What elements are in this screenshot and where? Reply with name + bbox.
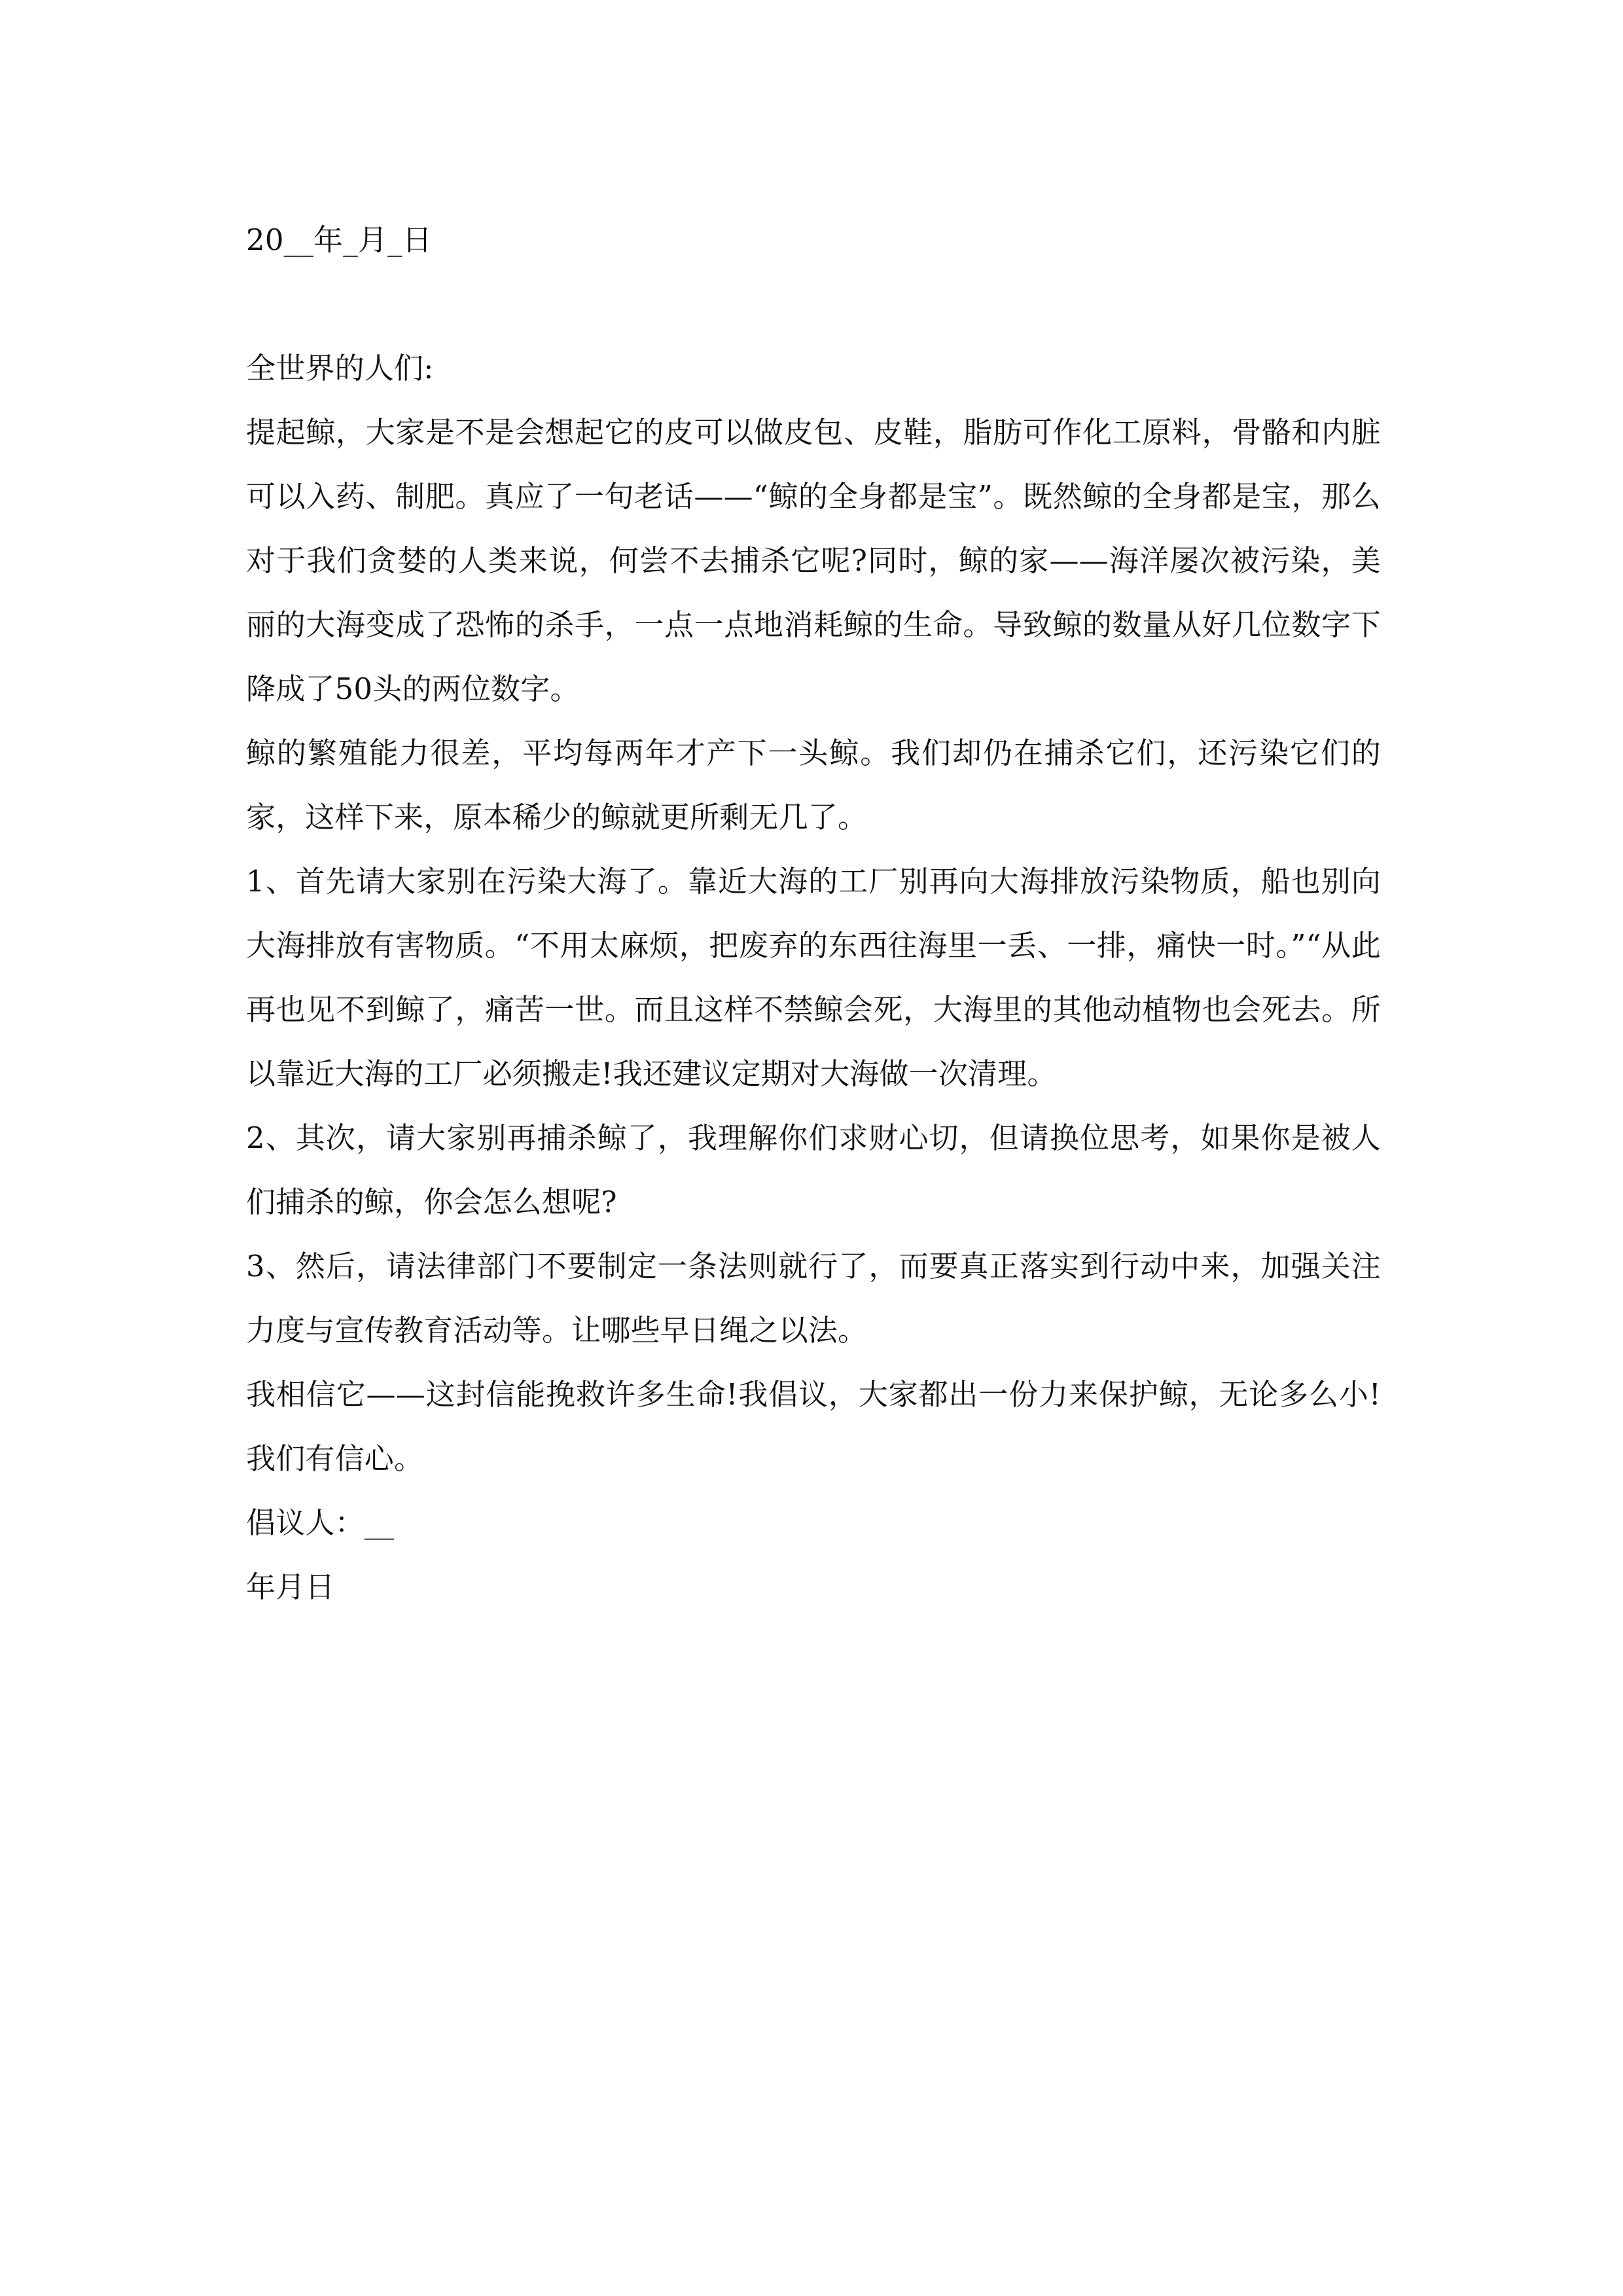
spacer [246, 272, 1381, 336]
closing-date: 年月日 [246, 1570, 335, 1604]
paragraph-6: 我相信它——这封信能挽救许多生命!我倡议，大家都出一份力来保护鲸，无论多么小!我们有信心。 [246, 1377, 1381, 1476]
salutation: 全世界的人们: [246, 351, 434, 386]
paragraph-1: 提起鲸，大家是不是会想起它的皮可以做皮包、皮鞋，脂肪可作化工原料，骨骼和内脏可以入药、制肥。真应了一句老话——“鲸的全身都是宝”。既然鲸的全身都是宝，那么对于我们贪婪的人类来说，何尝不去捕杀它呢?同时，鲸的家——海洋屡次被污染，美丽的大海变成了恐怖的杀手，一点一点地消耗鲸的生命。导致鲸的数量从好几位数字下降成了50头的两位数字。 [246, 415, 1381, 706]
paragraph-5: 3、然后，请法律部门不要制定一条法则就行了，而要真正落实到行动中来，加强关注力度与宣传教育活动等。让哪些早日绳之以法。 [246, 1249, 1381, 1348]
paragraph-2: 鲸的繁殖能力很差，平均每两年才产下一头鲸。我们却仍在捕杀它们，还污染它们的家，这样下来，原本稀少的鲸就更所剩无几了。 [246, 736, 1381, 834]
paragraph-4: 2、其次，请大家别再捕杀鲸了，我理解你们求财心切，但请换位思考，如果你是被人们捕杀的鲸，你会怎么想呢? [246, 1121, 1381, 1219]
paragraph-3: 1、首先请大家别在污染大海了。靠近大海的工厂别再向大海排放污染物质，船也别向大海排放有害物质。“不用太麻烦，把废弃的东西往海里一丢、一排，痛快一时。”“从此再也见不到鲸了，痛苦一世。而且这样不禁鲸会死，大海里的其他动植物也会死去。所以靠近大海的工厂必须搬走!我还建议定期对大海做一次清理。 [246, 864, 1381, 1091]
signature: 倡议人：__ [246, 1505, 395, 1540]
letter-date: 20__年_月_日 [246, 223, 433, 257]
letter-body [246, 208, 1381, 1619]
